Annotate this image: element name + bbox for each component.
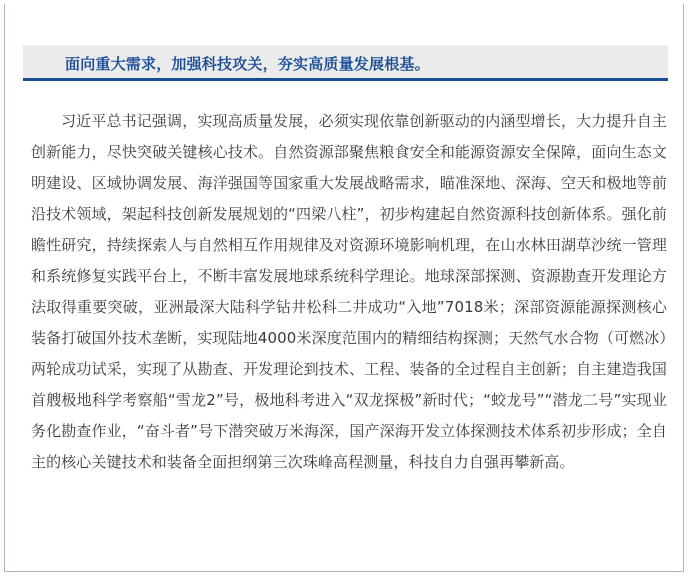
section-heading: 面向重大需求，加强科技攻关，夯实高质量发展根基。 [65, 55, 430, 73]
section-heading-box [23, 45, 668, 81]
body-paragraph: 习近平总书记强调，实现高质量发展，必须实现依靠创新驱动的内涵型增长，大力提升自主创新能力，尽快突破关键核心技术。自然资源部聚焦粮食安全和能源资源安全保障，面向生态文明建设、区域协调发展、海洋强国等国家重大发展战略需求，瞄准深地、深海、空天和极地等前沿技术领域，架起科技创新发展规划的“四梁八柱”，初步构建起自然资源科技创新体系。强化前瞻性研究，持续探索人与自然相互作用规律及对资源环境影响机理，在山水林田湖草沙统一管理和系统修复实践平台上，不断丰富发展地球系统科学理论。地球深部探测、资源勘查开发理论方法取得重要突破，亚洲最深大陆科学钻井松科二井成功“入地”7018米；深部资源能源探测核心装备打破国外技术垄断，实现陆地4000米深度范围内的精细结构探测；天然气水合物（可燃冰）两轮成功试采，实现了从勘查、开发理论到技术、工程、装备的全过程自主创新；自主建造我国首艘极地科学考察船“雪龙2”号，极地科考进入“双龙探极”新时代；“蛟龙号”“潜龙二号”实现业务化勘查作业，“奋斗者”号下潜突破万米海深，国产深海开发立体探测技术体系初步形成；全自主的核心关键技术和装备全面担纲第三次珠峰高程测量，科技自力自强再攀新高。 [31, 112, 667, 471]
article-panel [4, 4, 684, 572]
